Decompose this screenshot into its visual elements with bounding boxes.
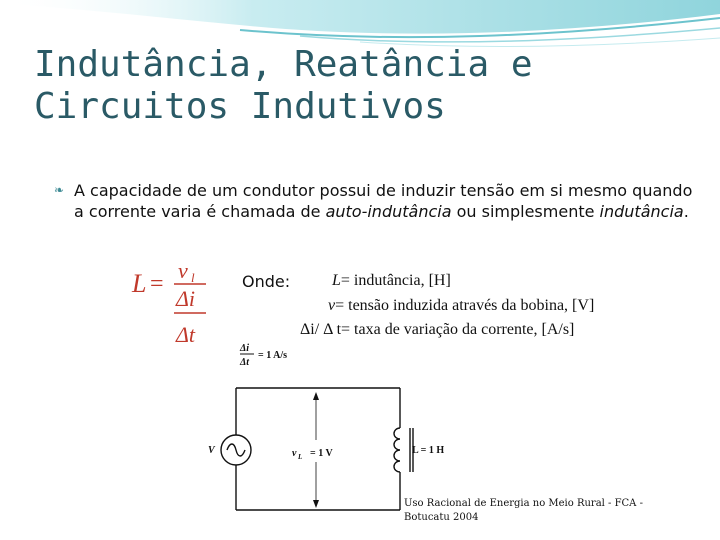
inductor-label: L = 1 H <box>412 445 445 456</box>
definition-v <box>328 297 594 315</box>
rate-numerator: Δi <box>240 343 250 354</box>
vl-symbol: v <box>292 448 297 459</box>
formula-dt: Δt <box>176 322 196 347</box>
inductance-formula <box>130 258 210 348</box>
definition-l-symbol: L <box>332 272 341 289</box>
formula-v-sub: l <box>191 270 195 285</box>
source-label: V <box>208 445 215 456</box>
title-line-1: Indutância, Reatância e <box>34 44 533 85</box>
vl-subscript: L <box>298 453 303 461</box>
rate-denominator: Δt <box>240 357 250 368</box>
definition-v-symbol: v <box>328 297 336 314</box>
page-title <box>34 44 674 128</box>
bullet-suffix: . <box>683 202 689 221</box>
definition-l-text: = indutância, [H] <box>340 272 451 289</box>
formula-v: v <box>178 258 188 283</box>
bullet-prefix: A capacidade de um condutor possui de induzir tensão em si mesmo quando a corrente varia é chamada de <box>74 181 693 221</box>
footer <box>404 497 674 525</box>
term-auto-indutancia: auto-indutância <box>325 202 452 221</box>
vl-value: = 1 V <box>310 448 333 459</box>
bullet-text <box>54 180 704 222</box>
footer-line-2: Botucatu 2004 <box>404 512 479 523</box>
rate-value: = 1 A/s <box>258 350 288 361</box>
formula-equals: = <box>150 271 164 297</box>
footer-line-1: Uso Racional de Energia no Meio Rural - FCA - <box>404 498 643 509</box>
definition-l <box>332 272 451 290</box>
bullet-icon: ❧ <box>54 183 65 197</box>
bullet-middle: ou simplesmente <box>451 202 600 221</box>
onde-label: Onde: <box>242 272 291 291</box>
term-indutancia: indutância <box>599 202 684 221</box>
title-line-2: Circuitos Indutivos <box>34 86 446 127</box>
formula-lhs: L <box>132 269 147 298</box>
formula-di: Δi <box>176 286 196 311</box>
definition-v-text: = tensão induzida através da bobina, [V] <box>335 297 595 314</box>
definition-rate: Δi/ Δ t= taxa de variação da corrente, [A/s] <box>300 321 575 338</box>
